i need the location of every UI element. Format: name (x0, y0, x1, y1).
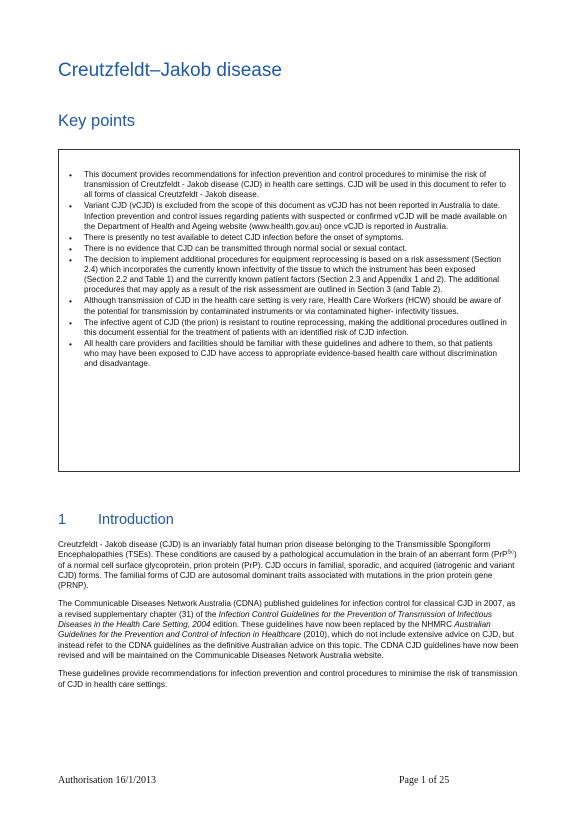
bullet-icon: • (69, 338, 72, 349)
section-body (58, 540, 520, 698)
bullet-icon: • (69, 254, 72, 265)
key-points-heading: Key points (58, 112, 136, 130)
footer-authorisation: Authorisation 16/1/2013 (58, 775, 157, 786)
bullet-icon: • (69, 243, 72, 254)
footer-page-number: Page 1 of 25 (399, 775, 450, 786)
key-point-text: Although transmission of CJD in the health care setting is very rare, Health Care Workers (HCW) should be aware of the potential for transmission by contaminated instruments or via contaminated higher- infectivity tissues. (84, 296, 501, 316)
bullet-icon: • (69, 201, 72, 212)
key-point-text: There is no evidence that CJD can be transmitted through normal social or sexual contact. (84, 243, 408, 253)
key-point-text: The decision to implement additional procedures for equipment reprocessing is based on a risk assessment (Section 2.4) which incorporates the currently known infectivity of the tissue to which the instrument has been exposed (Section 2.2 and Table 1) and the currently known patient factors (Section 2.3 and Appendix 1 and 2). The additional procedures that may apply as a result of the risk assessment are outlined in Section 3 (and Table 2). (84, 254, 502, 295)
p1-text-a: Creutzfeldt - Jakob disease (CJD) is an invariably fatal human prion disease belonging to the Transmissible Spongiform Encephalopathies (TSEs). These conditions are caused by a pathological accumulation in the brain of an aberrant form (PrP (58, 540, 508, 560)
key-point-text: This document provides recommendations for infection prevention and control procedures to minimise the risk of transmission of Creutzfeldt - Jakob disease (CJD) in health care settings. CJD will be used in this document to refer to all forms of classical Creutzfeldt - Jakob disease. (84, 170, 506, 200)
bullet-icon: • (69, 170, 72, 180)
key-points-list (59, 150, 519, 369)
p2-citation-2: Australian Guidelines for the Prevention and Control of Infection in Healthcare (58, 620, 491, 640)
p1-superscript: Sc (507, 549, 514, 556)
intro-paragraph-3: These guidelines provide recommendations for infection prevention and control procedures to minimise the risk of transmission of CJD in health care settings. (58, 669, 518, 689)
key-point-text: All health care providers and facilities should be familiar with these guidelines and adhere to them, so that patients who may have been exposed to CJD have access to appropriate evidence-based health care without discrimination and disadvantage. (84, 338, 498, 369)
key-point-item (69, 170, 507, 201)
key-point-text: The infective agent of CJD (the prion) is resistant to routine reprocessing, making the additional procedures outlined in this document essential for the treatment of patients with an identified risk of CJD infection. (84, 317, 507, 337)
document-title: Creutzfeldt–Jakob disease (58, 60, 282, 81)
key-point-text: Variant CJD (vCJD) is excluded from the scope of this document as vCJD has not been reported in Australia to date. Infection prevention and control issues regarding patients with suspected or confirmed vCJD will be made available on the Department of Health and Ageing website (www.health.gov.au) once vCJD is reported in Australia. (84, 201, 507, 231)
key-point-item (69, 339, 507, 370)
key-points-box (58, 149, 520, 472)
p1-text-b: ) of a normal cell surface glycoprotein, prion protein (PrP). CJD occurs in familial, sporadic, and acquired (iatrogenic and variant CJD) forms. The familial forms of CJD are autosomal dominant traits associated with mutations in the prion protein gene (PRNP). (58, 550, 517, 591)
intro-paragraph-1 (58, 540, 520, 591)
bullet-icon: • (69, 232, 72, 243)
key-point-item (69, 244, 507, 254)
p2-text-c: (2010), which do not include extensive advice on CJD, but instead refer to the CDNA guidelines as the definitive Australian advice on this topic. The CDNA CJD guidelines have now been revised and will be maintained on the Communicable Diseases Network Australia website. (58, 630, 519, 660)
section-number: 1 (58, 512, 67, 528)
bullet-icon: • (69, 317, 72, 328)
key-point-item (69, 233, 507, 243)
key-point-text: There is presently no test available to detect CJD infection before the onset of symptoms. (84, 232, 404, 242)
p2-citation-1: Infection Control Guidelines for the Prevention of Transmission of Infectious Diseases in the Health Care Setting, 2004 (58, 609, 493, 630)
section-title: Introduction (98, 512, 174, 528)
key-point-item (69, 255, 507, 296)
key-point-item (69, 201, 507, 232)
key-point-item (69, 318, 507, 338)
key-point-item (69, 296, 507, 316)
bullet-icon: • (69, 296, 72, 307)
p2-text-b: edition. These guidelines have now been replaced by the NHMRC (210, 620, 455, 630)
p2-text-a: The Communicable Diseases Network Australia (CDNA) published guidelines for infection control for classical CJD in 2007, as a revised supplementary chapter (31) of the (58, 599, 516, 619)
intro-paragraph-2 (58, 599, 520, 661)
section-heading (58, 512, 174, 528)
